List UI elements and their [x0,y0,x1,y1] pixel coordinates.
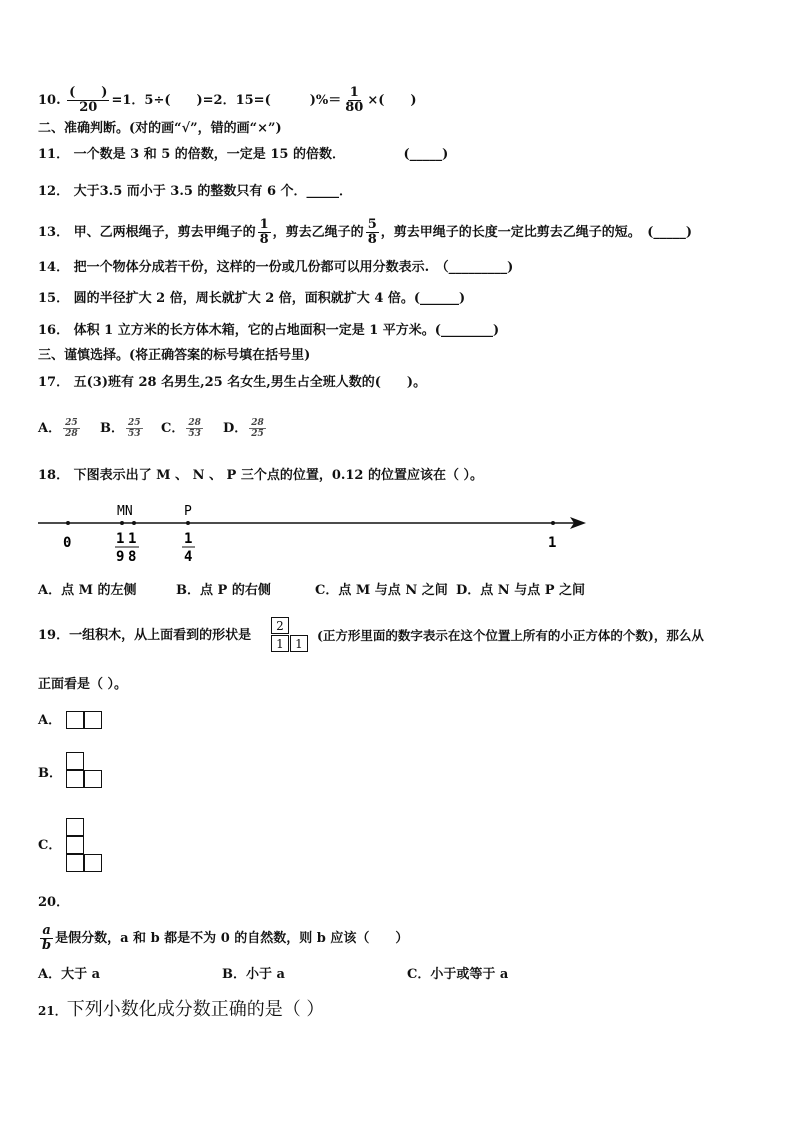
tick-p-den: 4 [184,549,193,565]
q19-top-view [270,617,310,655]
question-11: 11． 一个数是 3 和 5 的倍数，一定是 15 的倍数． (_____) [38,147,449,162]
q20-stem: 是假分数，a 和 b 都是不为 0 的自然数，则 b 应该（ ） [55,931,409,946]
q18-option-b: B．点 P 的右侧 [176,583,271,598]
question-16: 16． 体积 1 立方米的长方体木箱，它的占地面积一定是 1 平方米。(________) [38,323,500,338]
tick-n-den: 8 [128,549,137,565]
q10-frac1-den: 20 [79,100,98,115]
q17-b-num: 25 [128,418,141,428]
q17-option-a [38,418,82,439]
q10-fraction-1 [67,86,109,115]
q13-tail: ，剪去甲绳子的长度一定比剪去乙绳子的短。 (_____) [380,225,693,240]
q17-option-c [161,418,205,439]
tick-m-num: 1 [116,531,125,547]
shape-b-cell [84,770,102,788]
point-zero [66,521,70,525]
point-m [120,521,124,525]
q17-d-num: 28 [251,418,264,428]
q17-a-den: 28 [65,429,78,439]
q10-frac2-num: 1 [349,85,359,100]
q13-fraction-2 [366,218,379,247]
q17-c-den: 53 [188,429,201,439]
q17-a-label: A． [38,421,62,436]
q20-option-a: A．大于 a [38,967,101,982]
point-one [551,521,555,525]
question-19-tail: (正方形里面的数字表示在这个位置上所有的小正方体的个数)，那么从 [317,628,704,643]
question-12: 12． 大于3.5 而小于 3.5 的整数只有 6 个．_____． [38,184,353,199]
top-view-cell-1a: 1 [271,635,289,652]
q17-c-label: C． [161,421,185,436]
shape-c-cell [66,818,84,836]
question-19-line2: 正面看是（ ）。 [38,677,128,692]
tick-zero: 0 [63,535,72,551]
q17-c-frac [186,418,203,439]
q10-frac2-den: 80 [345,100,364,115]
shape-a-cell [66,711,84,729]
q18-option-c: C．点 M 与点 N 之间 [315,583,448,598]
tick-m-den: 9 [116,549,125,565]
q21-number: 21． [38,1004,67,1018]
question-17: 17． 五(3)班有 28 名男生,25 名女生,男生占全班人数的( )。 [38,375,427,390]
q17-option-b [100,418,145,439]
q19-option-b-label: B． [38,766,62,781]
shape-c-cell [66,854,84,872]
tick-one: 1 [548,535,557,551]
question-20-number: 20． [38,895,70,910]
q10-frac1-num: ( ) [69,85,108,100]
q17-d-frac [249,418,266,439]
q17-option-d [223,418,268,439]
question-13 [38,218,692,247]
q17-d-label: D． [223,421,248,436]
shape-b-cell [66,770,84,788]
q17-a-frac [63,418,80,439]
tick-p-num: 1 [184,531,193,547]
point-n [132,521,136,525]
shape-a-cell [84,711,102,729]
q18-option-a: A．点 M 的左侧 [38,583,137,598]
question-15: 15． 圆的半径扩大 2 倍，周长就扩大 2 倍，面积就扩大 4 倍。(______) [38,291,466,306]
q20-option-b: B．小于 a [222,967,285,982]
question-21 [38,1001,324,1021]
label-p: P [184,504,192,519]
q17-a-num: 25 [65,418,78,428]
q20-option-c: C．小于或等于 a [407,967,509,982]
top-view-cell-1b: 1 [290,635,308,652]
question-18: 18． 下图表示出了 M 、 N 、 P 三个点的位置，0.12 的位置应该在（ ）。 [38,468,484,483]
q13-mid: ，剪去乙绳子的 [272,225,364,240]
question-10 [38,86,417,115]
q20-fraction [40,924,53,953]
shape-b-cell [66,752,84,770]
q21-stem: 下列小数化成分数正确的是（ ） [66,999,325,1020]
q13-lead: 13． 甲、乙两根绳子，剪去甲绳子的 [38,225,256,240]
q13-f2-den: 8 [367,232,377,247]
q13-fraction-1 [258,218,271,247]
label-mn: MN [117,504,133,519]
question-20 [38,924,408,953]
q10-tail: ×( ) [367,93,417,108]
q17-d-den: 25 [251,429,264,439]
shape-c-cell [66,836,84,854]
q20-frac-num: a [42,923,51,938]
point-p [186,521,190,525]
q17-b-label: B． [100,421,124,436]
q19-option-c-label: C． [38,838,62,853]
q17-b-den: 53 [128,429,141,439]
q10-middle: =1．5÷( )=2．15=( )%＝ [111,93,342,108]
tick-n-num: 1 [128,531,137,547]
q10-fraction-2 [343,86,365,115]
question-14: 14． 把一个物体分成若干份，这样的一份或几份都可以用分数表示. （_________) [38,260,514,275]
top-view-cell-2: 2 [271,617,289,634]
section-2-heading: 二、准确判断。(对的画“√”，错的画“×”) [38,121,282,136]
shape-c-cell [84,854,102,872]
q20-frac-den: b [42,938,52,953]
q17-c-num: 28 [188,418,201,428]
section-3-heading: 三、谨慎选择。(将正确答案的标号填在括号里) [38,348,311,363]
q18-option-d: D．点 N 与点 P 之间 [456,583,586,598]
question-19-lead: 19．一组积木，从上面看到的形状是 [38,628,252,643]
q13-f1-num: 1 [259,217,269,232]
number-line-figure [0,495,794,575]
q10-number: 10. [38,93,61,108]
q13-f2-num: 5 [367,217,377,232]
q17-b-frac [126,418,143,439]
q13-f1-den: 8 [259,232,269,247]
q19-option-a-label: A． [38,713,62,728]
